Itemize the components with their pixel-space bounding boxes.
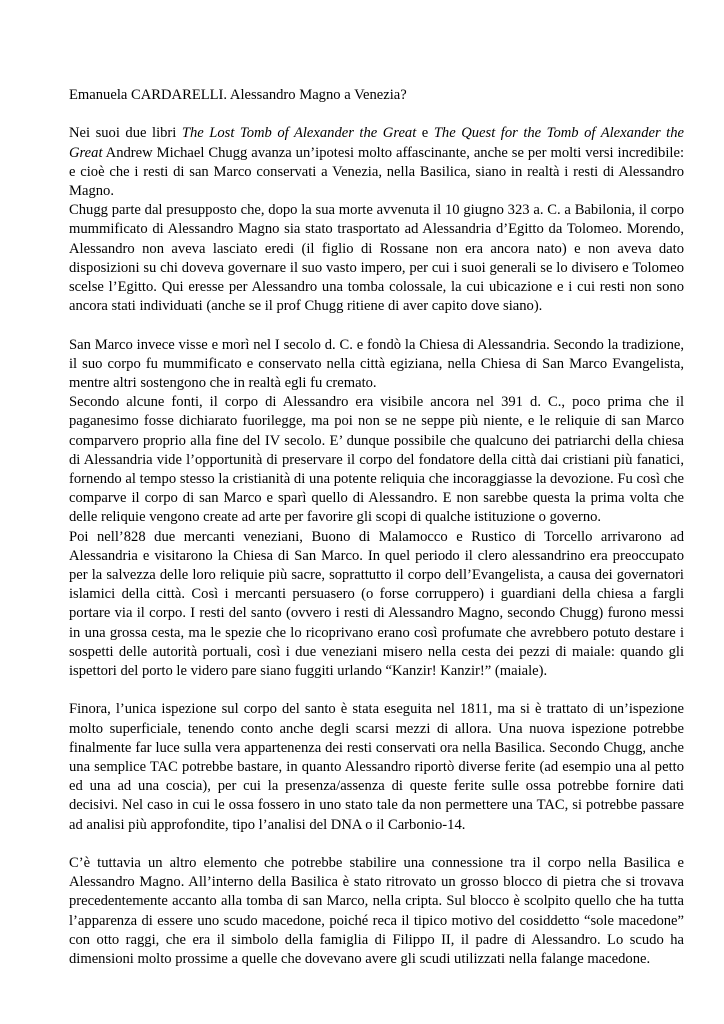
paragraph-inspection: Finora, l’unica ispezione sul corpo del santo è stata eseguita nel 1811, ma si è trattato di un’ispezione molto superficiale, tenendo conto anche degli scarsi mezzi di allora. Una nuova ispezione potrebbe finalmente far luce sulla vera appartenenza dei resti conservati ora nella Basilica. Secondo Chugg, anche una semplice TAC potrebbe bastare, in quanto Alessandro riportò diverse ferite (ad esempio una al petto ed una ad una coscia), per cui la presenza/assenza di queste ferite sulle ossa potrebbe fornire dati decisivi. Nel caso in cui le ossa fossero in uno stato tale da non permettere una TAC, si potrebbe passare ad analisi più approfondite, tipo l’analisi del DNA o il Carbonio-14. [69, 701, 684, 833]
paragraph-gap [69, 316, 684, 335]
paragraph-san-marco: San Marco invece visse e morì nel I secolo d. C. e fondò la Chiesa di Alessandria. Secondo la tradizione, il suo corpo fu mummificato e conservato nella città egiziana, nella Chiesa di San Marco Evangelista, mentre altri sostengono che in realtà egli fu cremato. [69, 336, 684, 392]
book-title-2: The Quest for the Tomb of Alexander the Great [69, 125, 685, 161]
paragraph-gap [69, 681, 684, 700]
intro-lead: Nei suoi due libri [69, 125, 182, 142]
paragraph-sources: Secondo alcune fonti, il corpo di Alessandro era visibile ancora nel 391 d. C., poco prima che il paganesimo fosse dichiarato fuorilegge, ma poi non se ne seppe più niente, e le reliquie di san Marco comparvero proprio alla fine del IV secolo. E’ dunque possibile che qualcuno dei patriarchi della chiesa di Alessandria vide l’opportunità di preservare il corpo del fondatore della città dai cristiani più fanatici, fornendo al tempo stesso la cristianità di una potente reliquia che incoraggiasse la devozione. Fu così che comparve il corpo di san Marco e sparì quello di Alessandro. E non sarebbe questa la prima volta che delle reliquie vengono create ad arte per favorire gli scopi di qualche istituzione o governo. [69, 394, 684, 526]
paragraph-merchants: Poi nell’828 due mercanti veneziani, Buono di Malamocco e Rustico di Torcello arrivarono ad Alessandria e visitarono la Chiesa di San Marco. In quel periodo il clero alessandrino era preoccupato per la salvezza delle loro reliquie più sacre, soprattutto il corpo dell’Evangelista, a causa dei governatori islamici della città. Così i mercanti persuasero (o forse corruppero) i guardiani della chiesa a fargli portare via il corpo. I resti del santo (ovvero i resti di Alessandro Magno, secondo Chugg) furono messi in una grossa cesta, ma le spezie che lo ricoprivano erano così profumate che avrebbero potuto destare i sospetti delle autorità portuali, così i due veneziani misero nella cesta dei pezzi di maiale: quando gli ispettori del porto le videro pare siano fuggiti urlando “Kanzir! Kanzir!” (maiale). [69, 528, 684, 680]
paragraph-chugg-premise: Chugg parte dal presupposto che, dopo la sua morte avvenuta il 10 giugno 323 a. C. a Babilonia, il corpo mummificato di Alessandro Magno sia stato trasportato ad Alessandria d’Egitto da Tolomeo. Morendo, Alessandro non aveva lasciato eredi (il figlio di Rossane non era ancora nato) e non aveva dato disposizioni su chi doveva governare il suo vasto impero, per cui i suoi generali se lo divisero e Tolomeo scelse l’Egitto. Qui eresse per Alessandro una tomba colossale, la cui ubicazione e i cui resti non sono ancora stati individuati (anche se il prof Chugg ritiene di aver capito dove siano). [69, 202, 684, 315]
paragraph-shield: C’è tuttavia un altro elemento che potrebbe stabilire una connessione tra il corpo nella Basilica e Alessandro Magno. All’interno della Basilica è stato ritrovato un grosso blocco di pietra che si trovava precedentemente accanto alla tomba di san Marco, nella cripta. Sul blocco è scolpito quello che ha tutta l’apparenza di essere uno scudo macedone, poiché reca il tipico motivo del cosiddetto “sole macedone” con otto raggi, che era il simbolo della famiglia di Filippo II, il padre di Alessandro. Lo scudo ha dimensioni molto prossime a quelle che dovevano avere gli scudi utilizzati nella falange macedone. [69, 855, 684, 968]
paragraph-gap [69, 835, 684, 854]
book-title-1: The Lost Tomb of Alexander the Great [181, 125, 417, 142]
intro-rest: Andrew Michael Chugg avanza un’ipotesi molto affascinante, anche se per molti versi incredibile: e cioè che i resti di san Marco conservati a Venezia, nella Basilica, siano in realtà i resti di Alessandro Magno. [69, 144, 684, 199]
intro-conj: e [416, 125, 434, 142]
document-title: Emanuela CARDARELLI. Alessandro Magno a Venezia? [69, 87, 407, 103]
intro-paragraph [69, 124, 684, 201]
